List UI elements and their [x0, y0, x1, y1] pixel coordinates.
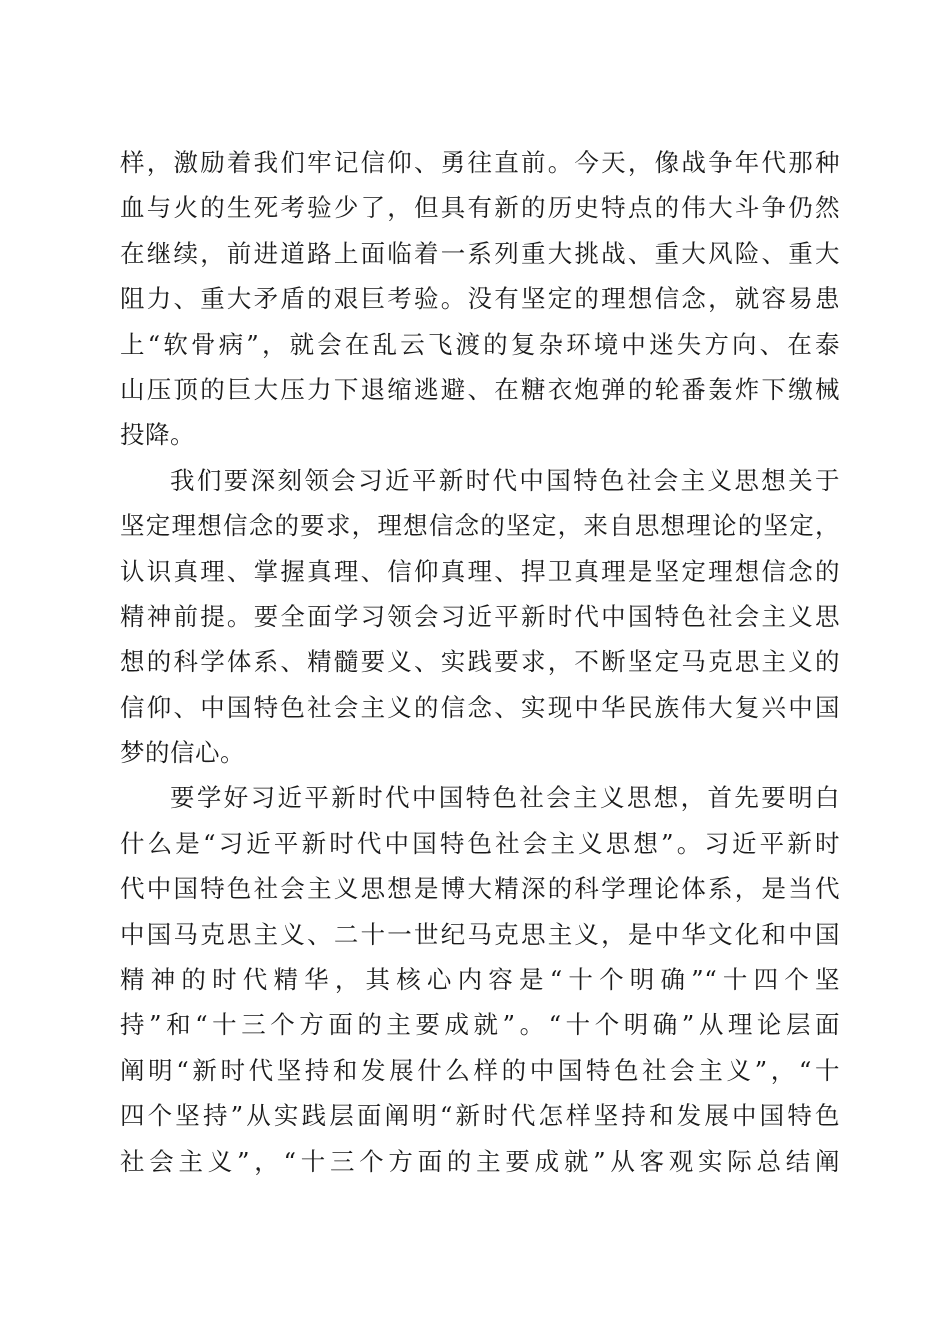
- paragraph-2-line-4: 精神前提。要全面学习领会习近平新时代中国特色社会主义思: [120, 601, 840, 631]
- paragraph-1-line-2: 血与火的生死考验少了，但具有新的历史特点的伟大斗争仍然: [120, 193, 840, 223]
- paragraph-1-line-3: 在继续，前进道路上面临着一系列重大挑战、重大风险、重大: [120, 238, 840, 268]
- document-body: [120, 140, 840, 1184]
- paragraph-3-line-9: 社会主义”，“十三个方面的主要成就”从客观实际总结阐: [120, 1146, 840, 1176]
- paragraph-1-line-6: 山压顶的巨大压力下退缩逃避、在糖衣炮弹的轮番轰炸下缴械: [120, 374, 840, 404]
- paragraph-2-line-5: 想的科学体系、精髓要义、实践要求，不断坚定马克思主义的: [120, 647, 840, 677]
- paragraph-1-line-7: 投降。: [120, 420, 195, 450]
- paragraph-3-line-5: 精神的时代精华，其核心内容是“十个明确”“十四个坚: [120, 965, 840, 995]
- paragraph-3-line-4: 中国马克思主义、二十一世纪马克思主义，是中华文化和中国: [120, 919, 840, 949]
- paragraph-3-line-3: 代中国特色社会主义思想是博大精深的科学理论体系，是当代: [120, 874, 840, 904]
- paragraph-3-line-6: 持”和“十三个方面的主要成就”。“十个明确”从理论层面: [120, 1010, 840, 1040]
- paragraph-2-line-2: 坚定理想信念的要求，理想信念的坚定，来自思想理论的坚定，: [120, 511, 840, 541]
- paragraph-2-line-3: 认识真理、掌握真理、信仰真理、捍卫真理是坚定理想信念的: [120, 556, 840, 586]
- paragraph-3-line-8: 四个坚持”从实践层面阐明“新时代怎样坚持和发展中国特色: [120, 1101, 840, 1131]
- paragraph-3-line-2: 什么是“习近平新时代中国特色社会主义思想”。习近平新时: [120, 828, 840, 858]
- paragraph-1-line-4: 阻力、重大矛盾的艰巨考验。没有坚定的理想信念，就容易患: [120, 284, 840, 314]
- paragraph-2-line-7: 梦的信心。: [120, 738, 245, 768]
- paragraph-1-line-1: 样，激励着我们牢记信仰、勇往直前。今天，像战争年代那种: [120, 148, 840, 177]
- paragraph-1-line-5: 上“软骨病”，就会在乱云飞渡的复杂环境中迷失方向、在泰: [120, 329, 840, 359]
- paragraph-3-line-7: 阐明“新时代坚持和发展什么样的中国特色社会主义”，“十: [120, 1055, 840, 1085]
- paragraph-3-line-1: 要学好习近平新时代中国特色社会主义思想，首先要明白: [170, 783, 840, 813]
- paragraph-2-line-6: 信仰、中国特色社会主义的信念、实现中华民族伟大复兴中国: [120, 692, 840, 722]
- paragraph-2-line-1: 我们要深刻领会习近平新时代中国特色社会主义思想关于: [170, 465, 840, 495]
